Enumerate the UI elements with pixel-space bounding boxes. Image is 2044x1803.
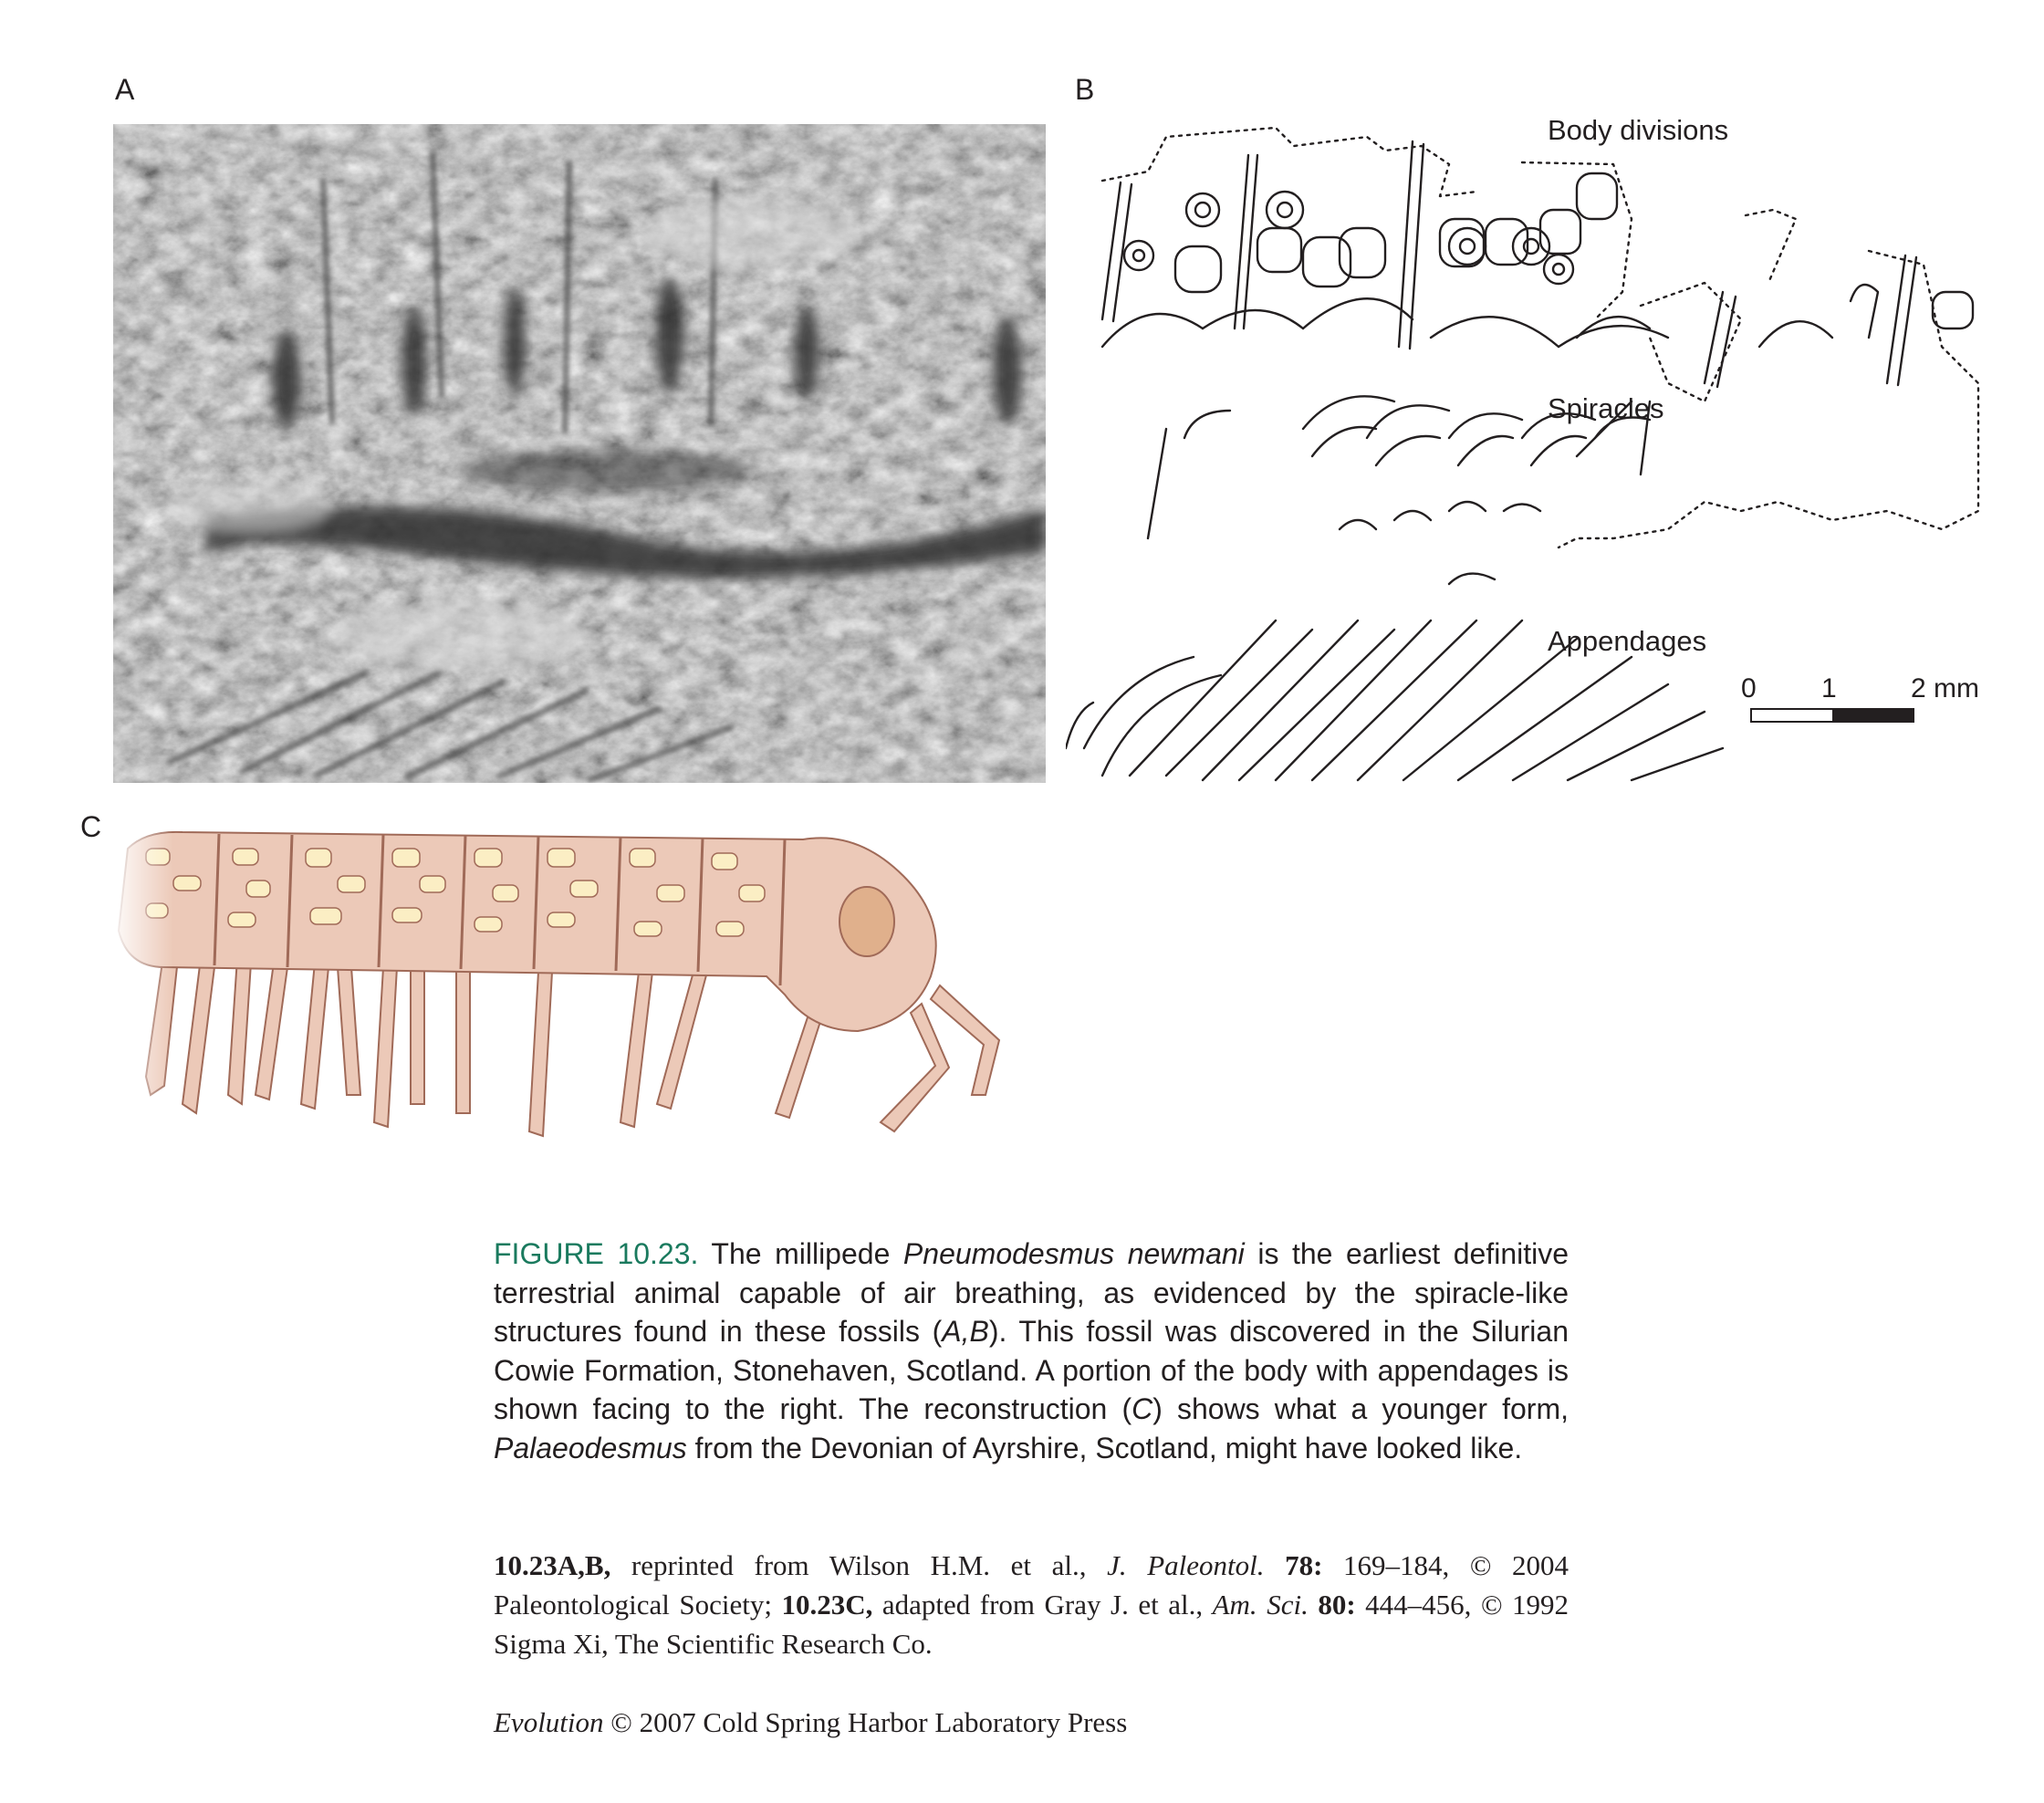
fossil-line-drawing xyxy=(1066,109,1997,785)
credit-id: 10.23C, xyxy=(781,1589,873,1621)
scale-tick-0: 0 xyxy=(1741,673,1757,703)
book-copyright xyxy=(494,1706,1127,1739)
panel-label-a: A xyxy=(115,73,135,106)
credit-text: 169–184, © 2004 Paleontological Society; xyxy=(494,1549,1569,1621)
credit-volume: 78: xyxy=(1264,1549,1323,1581)
credit-text: reprinted from Wilson H.M. et al., xyxy=(610,1549,1108,1581)
scale-bar-black-segment xyxy=(1832,710,1913,721)
caption-text: ) shows what a younger form, xyxy=(1152,1392,1570,1425)
panel-label-b: B xyxy=(1075,73,1095,106)
credit-text: 444–456, © 1992 Sigma Xi, The Scientific Research Co. xyxy=(494,1589,1570,1660)
fossil-photograph xyxy=(113,124,1046,783)
credit-journal: Am. Sci. xyxy=(1212,1589,1309,1621)
caption-text: ). This fossil was discovered in the Silurian Cowie Formation, Stonehaven, Scotland. A portion of the body with appendages is shown facing to the right. The reconstruction ( xyxy=(494,1315,1570,1425)
figure-credits xyxy=(494,1546,1569,1663)
figure-number: FIGURE 10.23. xyxy=(494,1237,699,1270)
annotation-spiracles: Spiracles xyxy=(1548,392,1664,424)
scale-bar-white-segment xyxy=(1752,710,1832,721)
scale-tick-1: 1 xyxy=(1821,673,1837,703)
book-title: Evolution xyxy=(494,1706,604,1738)
caption-ref-ab: A,B xyxy=(942,1315,989,1348)
scale-tick-2: 2 mm xyxy=(1911,673,1979,703)
scale-bar xyxy=(1750,708,1914,723)
figure-caption xyxy=(494,1235,1569,1467)
caption-genus: Palaeodesmus xyxy=(494,1431,687,1464)
millipede-reconstruction xyxy=(110,821,1022,1204)
credit-volume: 80: xyxy=(1308,1589,1356,1621)
caption-species: Pneumodesmus newmani xyxy=(902,1237,1245,1270)
caption-ref-c: C xyxy=(1132,1392,1153,1425)
credit-journal: J. Paleontol. xyxy=(1107,1549,1265,1581)
copyright-text: © 2007 Cold Spring Harbor Laboratory Press xyxy=(603,1706,1128,1738)
caption-text: The millipede xyxy=(698,1237,903,1270)
annotation-appendages: Appendages xyxy=(1548,625,1707,657)
caption-text: from the Devonian of Ayrshire, Scotland, might have looked like. xyxy=(686,1431,1523,1464)
credit-id: 10.23A,B, xyxy=(494,1549,611,1581)
credit-text: adapted from Gray J. et al., xyxy=(872,1589,1213,1621)
annotation-body-divisions: Body divisions xyxy=(1548,114,1729,146)
caption-text: is the earliest definitive terrestrial animal capable of air breathing, as evidenced by the spiracle-like structures found in these fossils ( xyxy=(494,1237,1570,1348)
panel-label-c: C xyxy=(80,810,102,843)
